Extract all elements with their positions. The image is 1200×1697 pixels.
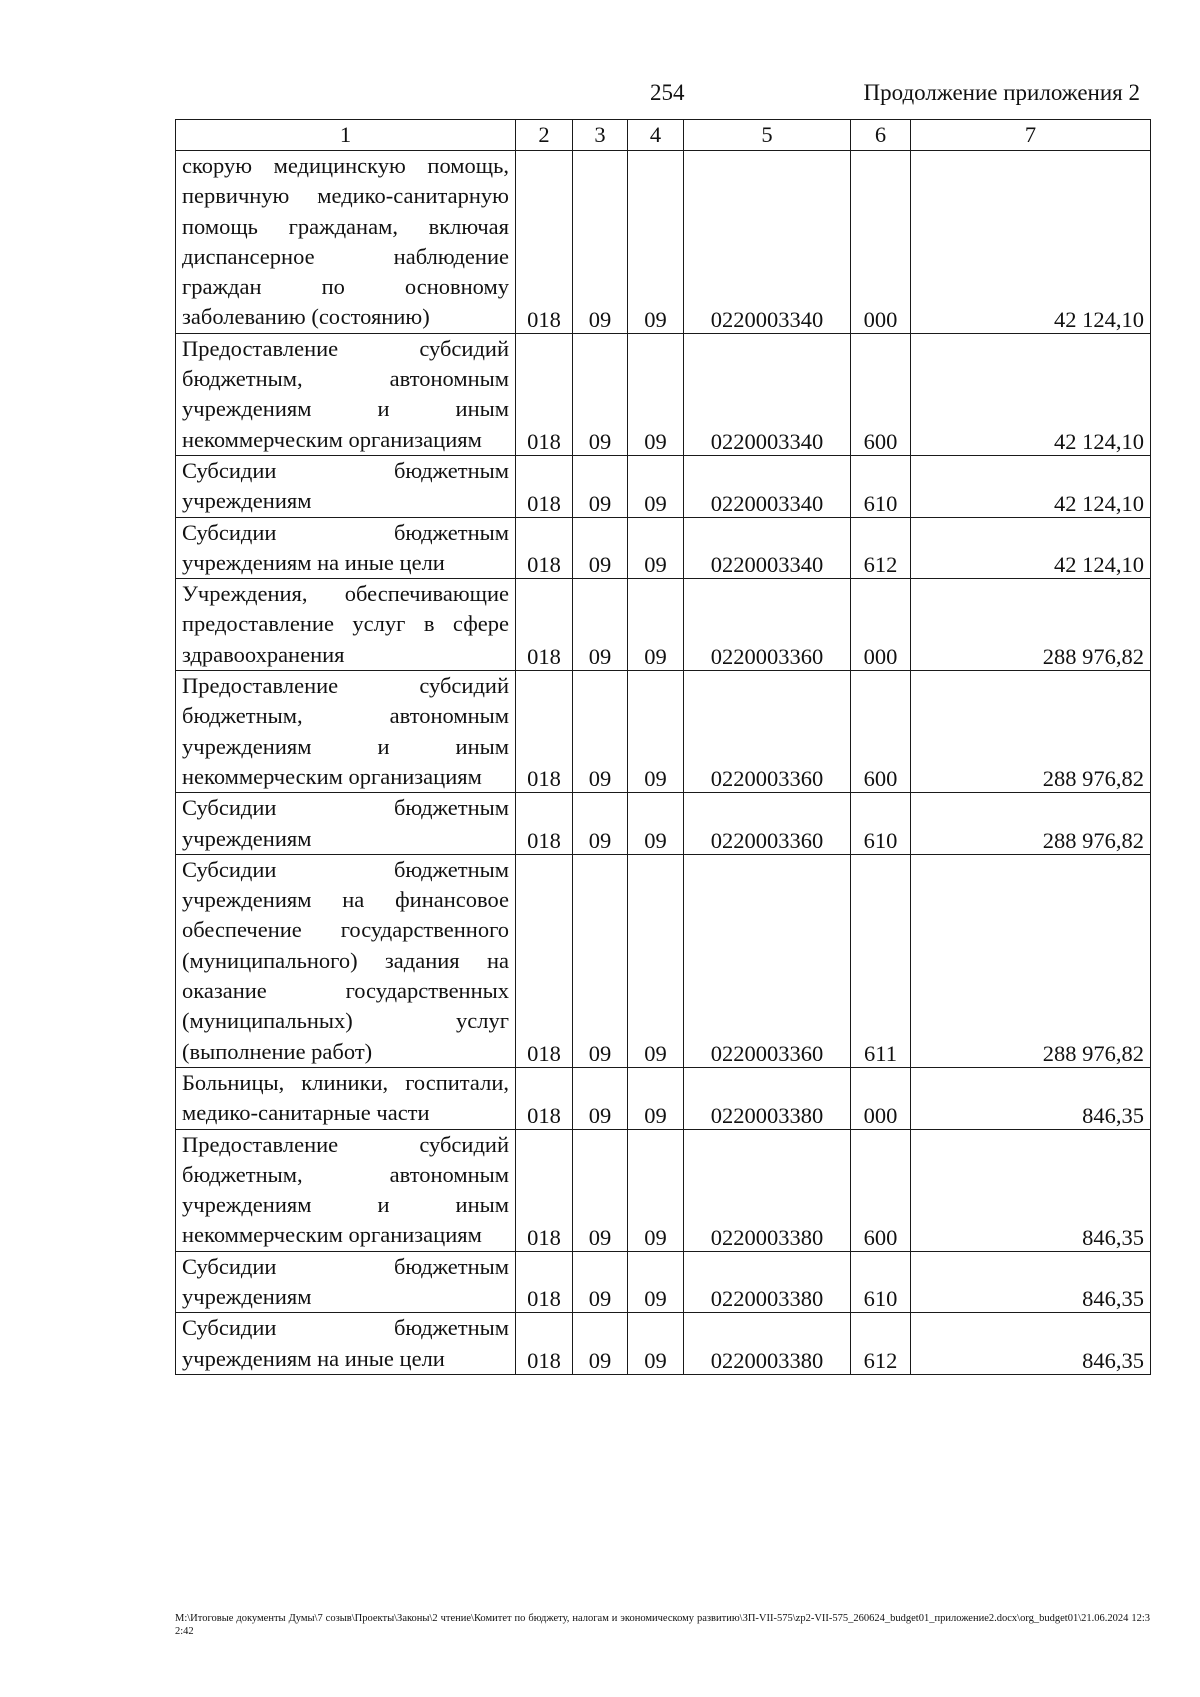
cell-section-code: 09 [573,854,628,1067]
row-description: Субсидии бюджетным учреждениям на иные цели [176,1313,516,1375]
cell-target-article: 0220003380 [684,1129,851,1251]
cell-ministry-code: 018 [516,1129,573,1251]
cell-subsection-code: 09 [628,517,684,579]
row-description: Субсидии бюджетным учреждениям на иные цели [176,517,516,579]
table-header-row [176,120,1151,151]
cell-subsection-code: 09 [628,455,684,517]
cell-expense-type: 600 [851,1129,911,1251]
cell-amount: 846,35 [911,1129,1151,1251]
row-description: Субсидии бюджетным учреждениям [176,793,516,855]
cell-amount: 42 124,10 [911,333,1151,455]
column-header: 3 [573,120,628,151]
cell-ministry-code: 018 [516,333,573,455]
cell-section-code: 09 [573,1067,628,1129]
cell-section-code: 09 [573,517,628,579]
table-row [176,333,1151,455]
table-row [176,1251,1151,1313]
table-row [176,1313,1151,1375]
cell-expense-type: 612 [851,1313,911,1375]
cell-amount: 846,35 [911,1067,1151,1129]
cell-subsection-code: 09 [628,333,684,455]
cell-section-code: 09 [573,1313,628,1375]
row-description: Субсидии бюджетным учреждениям [176,455,516,517]
cell-amount: 288 976,82 [911,671,1151,793]
cell-expense-type: 000 [851,1067,911,1129]
cell-ministry-code: 018 [516,1313,573,1375]
row-description: Предоставление субсидий бюджетным, автономным учреждениям и иным некоммерческим организациям [176,671,516,793]
cell-target-article: 0220003380 [684,1067,851,1129]
table-row [176,793,1151,855]
cell-subsection-code: 09 [628,671,684,793]
cell-subsection-code: 09 [628,579,684,671]
row-description: Больницы, клиники, госпитали, медико-санитарные части [176,1067,516,1129]
cell-ministry-code: 018 [516,579,573,671]
cell-amount: 288 976,82 [911,854,1151,1067]
table-row [176,1129,1151,1251]
cell-expense-type: 610 [851,793,911,855]
cell-subsection-code: 09 [628,1067,684,1129]
cell-target-article: 0220003360 [684,793,851,855]
continuation-title: Продолжение приложения 2 [863,80,1140,105]
cell-ministry-code: 018 [516,1067,573,1129]
table-row [176,1067,1151,1129]
table-row [176,579,1151,671]
cell-subsection-code: 09 [628,793,684,855]
cell-ministry-code: 018 [516,151,573,334]
cell-ministry-code: 018 [516,1251,573,1313]
row-description: Субсидии бюджетным учреждениям на финансовое обеспечение государственного (муниципального) задания на оказание государственных (муниципальных) услуг (выполнение работ) [176,854,516,1067]
cell-section-code: 09 [573,151,628,334]
cell-amount: 42 124,10 [911,151,1151,334]
column-header: 6 [851,120,911,151]
cell-subsection-code: 09 [628,854,684,1067]
cell-target-article: 0220003340 [684,151,851,334]
table-row [176,671,1151,793]
cell-ministry-code: 018 [516,854,573,1067]
cell-target-article: 0220003340 [684,455,851,517]
cell-section-code: 09 [573,455,628,517]
cell-amount: 42 124,10 [911,517,1151,579]
cell-expense-type: 000 [851,151,911,334]
cell-target-article: 0220003360 [684,854,851,1067]
cell-target-article: 0220003380 [684,1313,851,1375]
table-row [176,854,1151,1067]
cell-section-code: 09 [573,1251,628,1313]
cell-subsection-code: 09 [628,1129,684,1251]
row-description: Предоставление субсидий бюджетным, автономным учреждениям и иным некоммерческим организациям [176,1129,516,1251]
column-header: 1 [176,120,516,151]
cell-section-code: 09 [573,1129,628,1251]
table-row [176,517,1151,579]
cell-amount: 288 976,82 [911,793,1151,855]
column-header: 4 [628,120,684,151]
cell-target-article: 0220003340 [684,333,851,455]
cell-ministry-code: 018 [516,793,573,855]
cell-expense-type: 611 [851,854,911,1067]
cell-target-article: 0220003360 [684,579,851,671]
cell-section-code: 09 [573,333,628,455]
cell-expense-type: 000 [851,579,911,671]
cell-amount: 846,35 [911,1313,1151,1375]
budget-table [175,119,1151,1375]
column-header: 7 [911,120,1151,151]
cell-expense-type: 600 [851,333,911,455]
cell-section-code: 09 [573,671,628,793]
row-description: скорую медицинскую помощь, первичную медико-санитарную помощь гражданам, включая диспансерное наблюдение граждан по основному заболеванию (состоянию) [176,151,516,334]
cell-ministry-code: 018 [516,455,573,517]
column-header: 5 [684,120,851,151]
page-number: 254 [650,80,685,105]
row-description: Учреждения, обеспечивающие предоставление услуг в сфере здравоохранения [176,579,516,671]
table-row [176,455,1151,517]
cell-target-article: 0220003340 [684,517,851,579]
cell-amount: 288 976,82 [911,579,1151,671]
cell-target-article: 0220003360 [684,671,851,793]
cell-ministry-code: 018 [516,671,573,793]
cell-expense-type: 612 [851,517,911,579]
cell-ministry-code: 018 [516,517,573,579]
cell-expense-type: 600 [851,671,911,793]
cell-target-article: 0220003380 [684,1251,851,1313]
cell-subsection-code: 09 [628,1251,684,1313]
cell-expense-type: 610 [851,455,911,517]
cell-amount: 42 124,10 [911,455,1151,517]
cell-subsection-code: 09 [628,151,684,334]
cell-section-code: 09 [573,579,628,671]
row-description: Субсидии бюджетным учреждениям [176,1251,516,1313]
footer-file-path: M:\Итоговые документы Думы\7 созыв\Проекты\Законы\2 чтение\Комитет по бюджету, налогам и экономическому развитию\ЗП-VII-575\zp2-VII-575_260624_budget01_приложение2.docx\org_budget01\21.06.2024 12:32:42 [175,1613,1150,1637]
cell-expense-type: 610 [851,1251,911,1313]
row-description: Предоставление субсидий бюджетным, автономным учреждениям и иным некоммерческим организациям [176,333,516,455]
table-row [176,151,1151,334]
cell-subsection-code: 09 [628,1313,684,1375]
cell-amount: 846,35 [911,1251,1151,1313]
cell-section-code: 09 [573,793,628,855]
column-header: 2 [516,120,573,151]
